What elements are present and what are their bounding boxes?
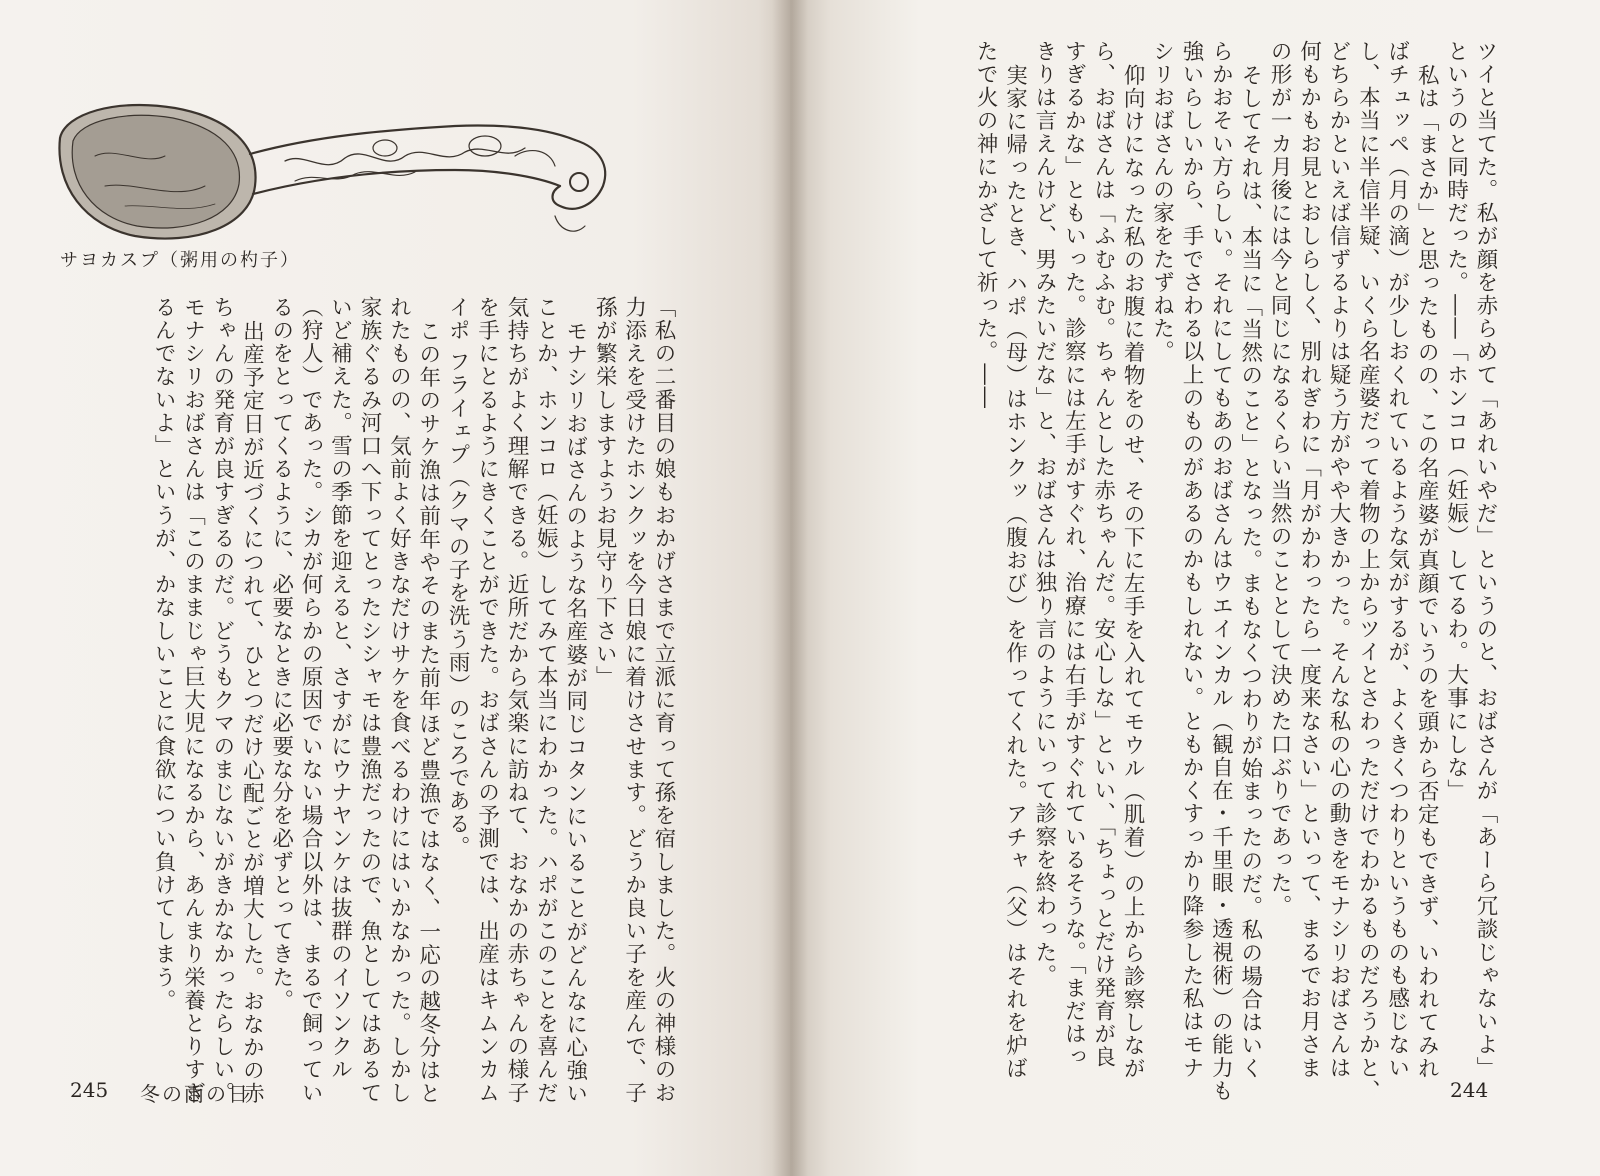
text-column: の形が一カ月後には今と同じになるくらい当然のこととして決めた口ぶりであった。 xyxy=(1267,40,1293,918)
text-column: 強いらしいから、手でさわる以上のものがあるのかもしれない。ともかくすっかり降参した私はモナ xyxy=(1178,40,1204,1080)
text-column: すぎるかな」ともいった。診察には左手がすぐれ、治療には右手がすぐれているそうな。「まだはっ xyxy=(1061,40,1087,1069)
text-column: ことか、ホンコロ（妊娠）してみて本当にわかった。ハポがこのことを喜んだ xyxy=(533,296,559,1105)
left-page-number: 245 xyxy=(70,1078,109,1102)
text-column: 家族ぐるみ河口へ下ってとったシシャモは豊漁だったので、魚としてはあるて xyxy=(356,296,382,1105)
text-column: イポ フライェプ（クマの子を洗う雨）のころである。 xyxy=(445,296,471,859)
text-column: るんでないよ」というが、かなしいことに食欲につい負けてしまう。 xyxy=(151,296,177,1013)
text-column: この年のサケ漁は前年やそのまた前年ほど豊漁ではなく、一応の越冬分はと xyxy=(415,319,441,1106)
text-column: いど補えた。雪の季節を迎えると、さすがにウナヤンケは抜群のイソンクル xyxy=(327,296,353,1082)
text-column: 実家に帰ったとき、ハポ（母）はホンクッ（腹おび）を作ってくれた。アチャ（父）はそれを炉ば xyxy=(1002,63,1028,1081)
text-column: モナシリおばさんは「このままじゃ巨大児になるから、あんまり栄養とりすぎ xyxy=(180,296,206,1105)
book-gutter xyxy=(772,0,808,1176)
right-page-number: 244 xyxy=(1450,1078,1489,1102)
text-column: 仰向けになった私のお腹に着物をのせ、その下に左手を入れてモウル（肌着）の上から診察しなが xyxy=(1120,63,1146,1081)
ladle-illustration xyxy=(55,86,615,256)
text-column: ツイと当てた。私が顔を赤らめて「あれいやだ」というのと、おばさんが「あーら冗談じゃないよ」 xyxy=(1473,40,1498,1080)
text-column: 出産予定日が近づくにつれて、ひとつだけ心配ごとが増大した。おなかの赤 xyxy=(239,319,265,1106)
text-column: シリおばさんの家をたずねた。 xyxy=(1149,40,1175,364)
text-column: れたものの、気前よく好きなだけサケを食べるわけにはいかなかった。しかし xyxy=(386,296,412,1105)
text-column: （狩人）であった。シカが何らかの原因でいない場合以外は、まるで飼ってい xyxy=(298,296,324,1105)
text-column: そしてそれは、本当に「当然のこと」となった。まもなくつわりが始まったのだ。私の場合はいく xyxy=(1237,63,1263,1081)
text-column: というのと同時だった。――「ホンコロ（妊娠）してるわ。大事にしな」 xyxy=(1443,40,1469,803)
running-head: 冬の雨の日 xyxy=(140,1082,250,1106)
text-column: 何もかもお見とおしらしく、別れぎわに「月がかわったら一度来なさい」といって、まるでお月さま xyxy=(1296,40,1322,1080)
text-column: モナシリおばさんのような名産婆が同じコタンにいることがどんなに心強い xyxy=(562,319,588,1106)
text-column: 「私の二番目の娘もおかげさまで立派に育って孫を宿しました。火の神様のお xyxy=(651,296,676,1105)
text-column: ら、おばさんは「ふむふむ。ちゃんとした赤ちゃんだ。安心しな」といい、「ちょっとだけ発育が良 xyxy=(1090,40,1116,1069)
text-column: らかおそい方らしい。それにしてもあのおばさんはウエインカル（観自在・千里眼・透視術）の能力も xyxy=(1208,40,1234,1103)
text-column: ばチュッペ（月の滴）が少しおくれているような気がするが、よくきくつわりというものも感じない xyxy=(1384,40,1410,1080)
text-column: し、本当に半信半疑、いくら名産婆だって着物の上からツイとさわっただけでわかるものだろうかと、 xyxy=(1355,40,1381,1103)
text-column: 孫が繁栄しますようお見守り下さい」 xyxy=(592,296,618,689)
text-column: 力添えを受けたホンクッを今日娘に着けさせます。どうか良い子を産んで、子 xyxy=(621,296,647,1105)
text-column: るのをとってくるように、必要なときに必要な分を必ずとってきた。 xyxy=(268,296,294,1013)
text-column: 気持ちがよく理解できる。近所だから気楽に訪ねて、おなかの赤ちゃんの様子 xyxy=(503,296,529,1105)
text-column: どちらかといえば信ずるよりは疑う方がやや大きかった。そんな私の心の動きをモナシリおばさんは xyxy=(1325,40,1351,1080)
text-column: を手にとるようにきくことができた。おばさんの予測では、出産はキムンカム xyxy=(474,296,500,1105)
illustration-caption: サヨカスプ（粥用の杓子） xyxy=(60,250,300,271)
text-column: 私は「まさか」と思ったものの、この名産婆が真顔でいうのを頭から否定もできず、いわれてみれ xyxy=(1414,63,1440,1081)
text-column: ちゃんの発育が良すぎるのだ。どうもクマのまじないがきかなかったらしい。 xyxy=(209,296,235,1105)
text-column: きりは言えんけど、男みたいだな」と、おばさんは独り言のようにいって診察を終わった。 xyxy=(1031,40,1057,988)
text-column: たで火の神にかざして祈った。―― xyxy=(973,40,999,410)
